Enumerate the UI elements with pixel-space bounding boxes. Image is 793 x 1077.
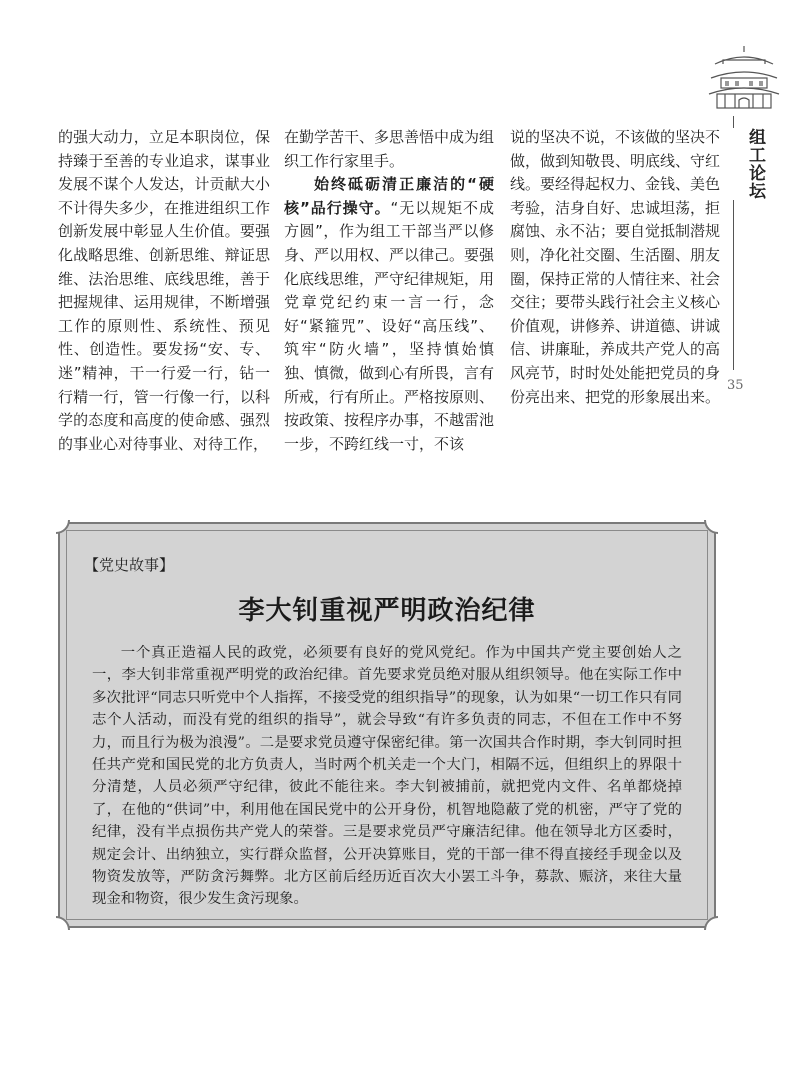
- text-column-1: [58, 126, 270, 456]
- column-3-text: 说的坚决不说，不该做的坚决不做，做到知敬畏、明底线、守红线。要经得起权力、金钱、美色考验，洁身自好、忠诚坦荡，拒腐蚀、永不沾；要自觉抵制潜规则，净化社交圈、生活圈、朋友圈，保持正常的人情往来、社会交往；要带头践行社会主义核心价值观，讲修养、讲道德、讲诚信、讲廉耻，养成共产党人的高风亮节，时时处处能把党员的身份亮出来、把党的形象展出来。: [510, 128, 721, 406]
- story-body: 一个真正造福人民的政党，必须要有良好的党风党纪。作为中国共产党主要创始人之一，李大钊非常重视严明党的政治纪律。首先要求党员绝对服从组织领导。他在实际工作中多次批评“同志只听党中个人指挥，不接受党的组织指导”的现象，认为如果“一切工作只有同志个人活动，而没有党的组织的指导”，就会导致“有许多负责的同志，不但在工作中不努力，而且行为极为浪漫”。二是要求党员遵守保密纪律。第一次国共合作时期，李大钊同时担任共产党和国民党的北方负责人，当时两个机关走一个大门，相隔不远，但组织上的界限十分清楚，人员必须严守纪律，彼此不能往来。李大钊被捕前，就把党内文件、名单都烧掉了，在他的“供词”中，利用他在国民党中的公开身份，机智地隐蔽了党的机密，严守了党的纪律，没有半点损伤共产党人的荣誉。三是要求党员严守廉洁纪律。他在领导北方区委时，规定会计、出纳独立，实行群众监督，公开决算账目，党的干部一律不得直接经手现金以及物资发放等，严防贪污舞弊。北方区前后经历近百次大小罢工斗争，募款、赈济，来往大量现金和物资，很少发生贪污现象。: [92, 645, 682, 908]
- text-column-3: [510, 126, 720, 409]
- party-history-story-box: [58, 522, 716, 928]
- text-column-2: [284, 126, 494, 456]
- section-lead-heading: 始终砥砺清正廉洁的“硬核”品行操守。: [284, 175, 494, 217]
- margin-rule: [733, 200, 734, 370]
- column-2-text-intro: 在勤学苦干、多思善悟中成为组织工作行家里手。: [284, 128, 495, 170]
- column-2-text-body: “无以规矩不成方圆”，作为组工干部当严以修身、严以用权、严以律己。要强化底线思维，严守纪律规矩，用党章党纪约束一言一行，念好“紧箍咒”、设好“高压线”、筑牢“防火墙”，坚持慎始慎独、慎微，做到心有所畏，言有所戒，行有所止。严格按原则、按政策、按程序办事，不越雷池一步，不跨红线一寸，不该: [284, 198, 495, 453]
- page-number: 35: [727, 378, 744, 393]
- story-title: 李大钊重视严明政治纪律: [238, 596, 536, 626]
- margin-rule-top: [733, 116, 734, 128]
- pavilion-illustration-icon: [705, 44, 783, 114]
- column-2-paragraph: [284, 173, 494, 456]
- column-1-text: 的强大动力，立足本职岗位，保持臻于至善的专业追求，谋事业发展不谋个人发达，计贡献大小不计得失多少，在推进组织工作创新发展中彰显人生价值。要强化战略思维、创新思维、辩证思维、法治思维、底线思维，善于把握规律、运用规律，不断增强工作的原则性、系统性、预见性、创造性。要发扬“安、专、迷”精神，干一行爱一行，钻一行精一行，管一行像一行，以科学的态度和高度的使命感、强烈的事业心对待事业、对待工作，: [58, 128, 270, 453]
- story-category-tag: 【党史故事】: [84, 556, 175, 574]
- section-label: 组工论坛: [745, 128, 765, 200]
